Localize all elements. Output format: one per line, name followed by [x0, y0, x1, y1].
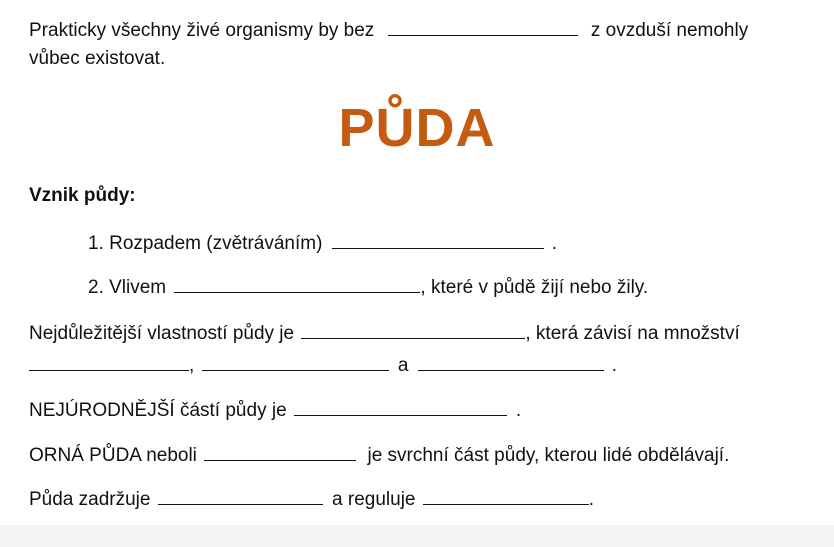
retains-text-2: a reguluje: [332, 489, 416, 510]
item1-text: 1. Rozpadem (zvětráváním): [88, 233, 323, 254]
blank-property-2[interactable]: [202, 352, 389, 371]
blank-retains-2[interactable]: [423, 486, 589, 505]
blank-property-3[interactable]: [418, 352, 604, 371]
list-item: [88, 230, 557, 256]
retains-line: [29, 486, 594, 512]
retains-text-1: Půda zadržuje: [29, 489, 151, 510]
blank-property-1[interactable]: [29, 352, 189, 371]
item2-text: 2. Vlivem: [88, 277, 167, 298]
property-sep-1: ,: [189, 355, 195, 376]
list-item: [88, 274, 648, 300]
item1-end: .: [551, 233, 557, 254]
bottom-strip: [0, 525, 834, 547]
blank-arable[interactable]: [204, 442, 356, 461]
blank-fertile[interactable]: [294, 397, 507, 416]
property-line-1: [29, 320, 740, 346]
fertile-end: .: [515, 400, 522, 421]
intro-text-2: z ovzduší nemohly: [590, 20, 749, 41]
retains-end: .: [588, 489, 595, 510]
property-line-2: [29, 352, 617, 378]
property-end: .: [611, 355, 617, 376]
item2-end: , které v půdě žijí nebo žily.: [420, 277, 649, 298]
section-heading: Vznik půdy:: [29, 185, 136, 206]
blank-intro[interactable]: [388, 17, 578, 36]
blank-property[interactable]: [301, 320, 525, 339]
arable-line: [29, 442, 729, 468]
intro-line-1: [29, 17, 748, 43]
fertile-line: [29, 397, 521, 423]
blank-item2[interactable]: [174, 274, 420, 293]
intro-line-2: vůbec existovat.: [29, 48, 166, 69]
intro-text-1: Prakticky všechny živé organismy by bez: [29, 20, 375, 41]
arable-text-2: je svrchní část půdy, kterou lidé obdělávají.: [367, 445, 730, 466]
blank-item1[interactable]: [332, 230, 544, 249]
property-text-2: , která závisí na množství: [525, 323, 740, 344]
property-text-1: Nejdůležitější vlastností půdy je: [29, 323, 295, 344]
page-title: PŮDA: [338, 98, 496, 158]
blank-retains-1[interactable]: [158, 486, 323, 505]
arable-text-1: ORNÁ PŮDA neboli: [29, 445, 197, 466]
property-sep-2: a: [397, 355, 409, 376]
fertile-text: NEJÚRODNĚJŠÍ částí půdy je: [29, 400, 287, 421]
